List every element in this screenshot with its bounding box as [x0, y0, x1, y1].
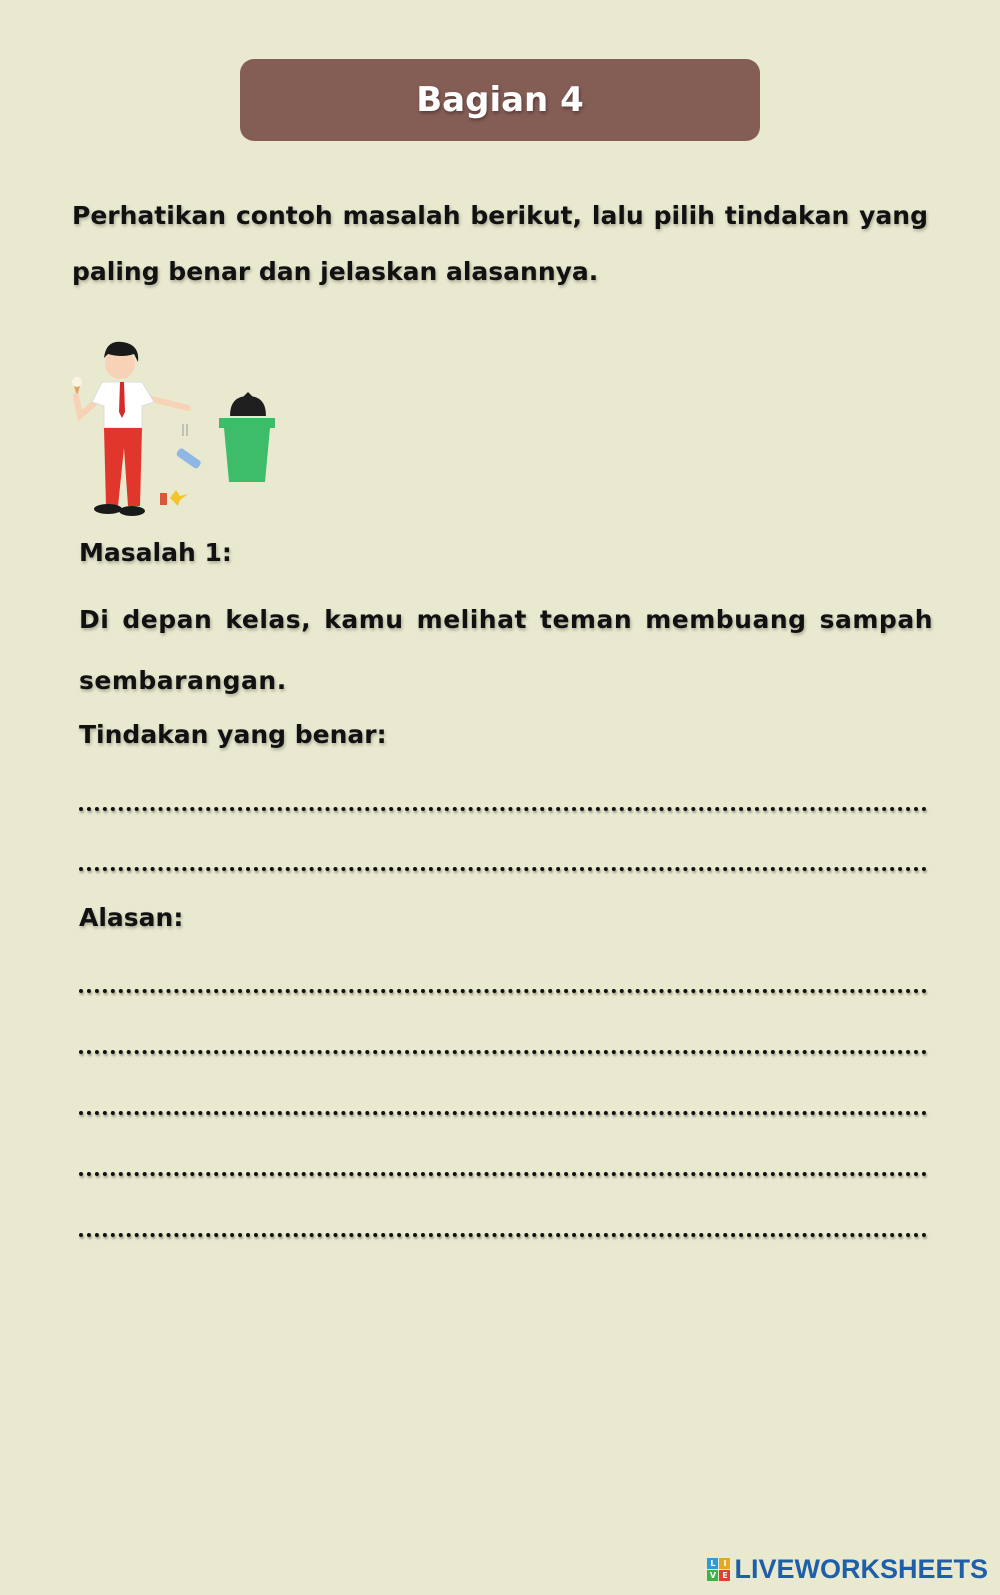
section-title: Bagian 4	[416, 80, 584, 120]
action-answer-input[interactable]	[79, 777, 931, 809]
falling-trash-icon	[160, 424, 202, 506]
reason-label: Alasan:	[79, 903, 184, 932]
liveworksheets-logo[interactable]	[707, 1551, 988, 1587]
reason-answer-input[interactable]	[79, 959, 931, 991]
action-answer-line-1[interactable]	[79, 807, 927, 811]
logo-text: LIVEWORKSHEETS	[734, 1553, 988, 1584]
section-title-box	[240, 59, 760, 141]
reason-answer-line-2	[79, 1050, 927, 1054]
instruction-text: Perhatikan contoh masalah berikut, lalu pilih tindakan yang paling benar dan jelaskan alasannya.	[72, 201, 928, 286]
logo-mark-icon: L I V E	[707, 1558, 730, 1581]
action-answer-line-2	[79, 867, 927, 871]
student-figure	[76, 342, 188, 516]
reason-answer-line-4	[79, 1172, 927, 1176]
littering-illustration	[62, 336, 294, 528]
problem-text: Di depan kelas, kamu melihat teman membuang sampah sembarangan.	[79, 605, 933, 695]
reason-answer-line-5	[79, 1233, 927, 1237]
ice-cream-icon	[72, 377, 82, 396]
trash-bin-icon	[219, 392, 275, 482]
problem-heading: Masalah 1:	[79, 538, 232, 567]
action-label: Tindakan yang benar:	[79, 720, 387, 749]
reason-answer-line-1[interactable]	[79, 989, 927, 993]
reason-answer-line-3	[79, 1111, 927, 1115]
